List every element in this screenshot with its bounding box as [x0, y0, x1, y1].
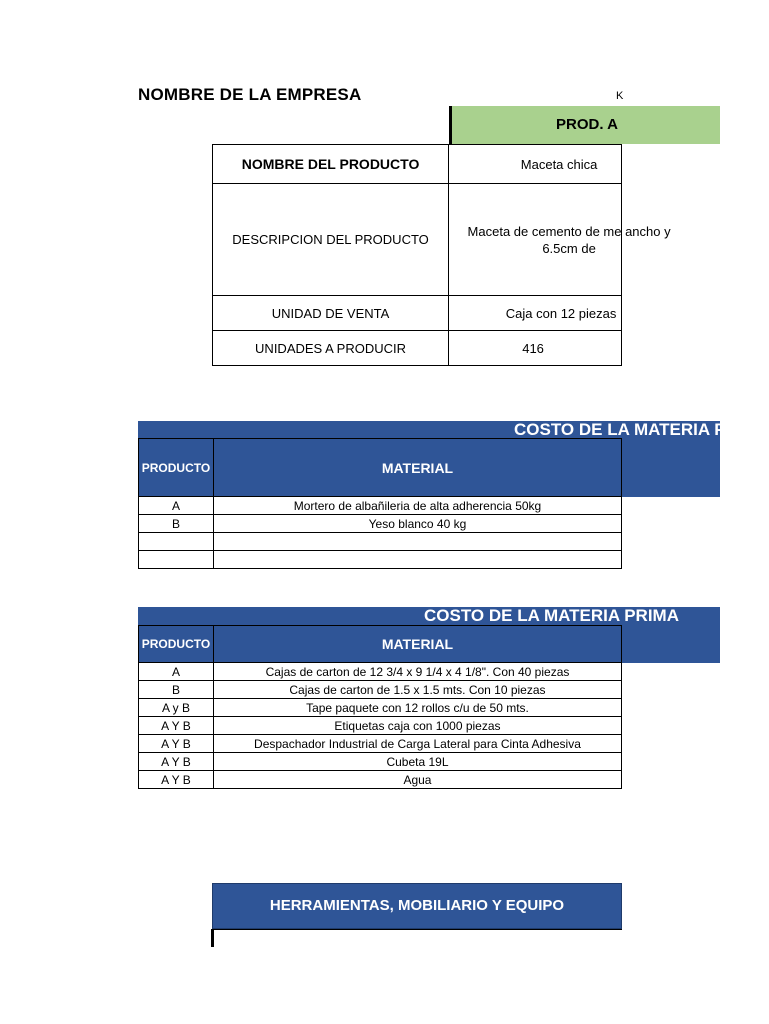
cell-material[interactable]: Cajas de carton de 1.5 x 1.5 mts. Con 10 piezas	[213, 681, 621, 699]
sale-unit-label: UNIDAD DE VENTA	[213, 296, 449, 331]
tools-table-left-border	[211, 929, 214, 947]
section-title-1: COSTO DE LA MATERIA PRIMA	[514, 420, 769, 439]
table-row	[139, 663, 622, 681]
table-row	[139, 681, 622, 699]
table-row	[213, 331, 622, 366]
table-row	[139, 753, 622, 771]
cell-product[interactable]: B	[139, 515, 214, 533]
table-row	[139, 771, 622, 789]
table-row	[139, 717, 622, 735]
cell-material[interactable]	[213, 533, 621, 551]
col-header-product: PRODUCTO	[139, 626, 214, 663]
product-description-label: DESCRIPCION DEL PRODUCTO	[213, 184, 449, 296]
section-title-2: COSTO DE LA MATERIA PRIMA	[424, 606, 679, 625]
units-to-produce-value[interactable]: 416	[449, 331, 622, 366]
table-row	[139, 551, 622, 569]
cell-product[interactable]: A Y B	[139, 771, 214, 789]
product-name-label: NOMBRE DEL PRODUCTO	[213, 145, 449, 184]
table-row	[213, 184, 622, 296]
cell-material[interactable]: Etiquetas caja con 1000 piezas	[213, 717, 621, 735]
material-table-1	[138, 438, 622, 569]
prod-a-header	[449, 106, 720, 144]
table-header-row	[139, 626, 622, 663]
cell-product[interactable]: A Y B	[139, 735, 214, 753]
table-row	[213, 296, 622, 331]
cell-material[interactable]: Mortero de albañileria de alta adherencia 50kg	[213, 497, 621, 515]
col-header-material: MATERIAL	[213, 439, 621, 497]
product-info-table	[212, 144, 671, 366]
corner-text-fragment: K	[616, 90, 624, 102]
cell-material[interactable]: Tape paquete con 12 rollos c/u de 50 mts.	[213, 699, 621, 717]
table-row	[139, 699, 622, 717]
cell-material[interactable]	[213, 551, 621, 569]
cell-material[interactable]: Yeso blanco 40 kg	[213, 515, 621, 533]
product-name-value[interactable]: Maceta chica	[449, 145, 622, 184]
units-to-produce-label: UNIDADES A PRODUCIR	[213, 331, 449, 366]
prod-a-label: PROD. A	[556, 116, 618, 133]
tools-furniture-equipment-header: HERRAMIENTAS, MOBILIARIO Y EQUIPO	[212, 883, 622, 929]
cell-product[interactable]	[139, 533, 214, 551]
cell-product[interactable]: A	[139, 497, 214, 515]
cell-product[interactable]: A	[139, 663, 214, 681]
cell-product[interactable]: A y B	[139, 699, 214, 717]
table-row	[139, 735, 622, 753]
table-row	[213, 145, 622, 184]
cell-material[interactable]: Cajas de carton de 12 3/4 x 9 1/4 x 4 1/8". Con 40 piezas	[213, 663, 621, 681]
company-name: NOMBRE DE LA EMPRESA	[138, 85, 362, 104]
cell-product[interactable]: A Y B	[139, 753, 214, 771]
material-table-2	[138, 625, 622, 789]
table-row	[139, 497, 622, 515]
col-header-material: MATERIAL	[213, 626, 621, 663]
sale-unit-value[interactable]: Caja con 12 piezas	[449, 296, 622, 331]
product-description-value[interactable]: Maceta de cemento de me ancho y 6.5cm de	[449, 184, 622, 296]
col-header-product: PRODUCTO	[139, 439, 214, 497]
table-row	[139, 533, 622, 551]
cell-product[interactable]	[139, 551, 214, 569]
cell-material[interactable]: Cubeta 19L	[213, 753, 621, 771]
cell-material[interactable]: Agua	[213, 771, 621, 789]
cell-product[interactable]: A Y B	[139, 717, 214, 735]
cell-material[interactable]: Despachador Industrial de Carga Lateral para Cinta Adhesiva	[213, 735, 621, 753]
table-header-row	[139, 439, 622, 497]
cell-product[interactable]: B	[139, 681, 214, 699]
table-row	[139, 515, 622, 533]
tools-table-border	[211, 929, 622, 930]
